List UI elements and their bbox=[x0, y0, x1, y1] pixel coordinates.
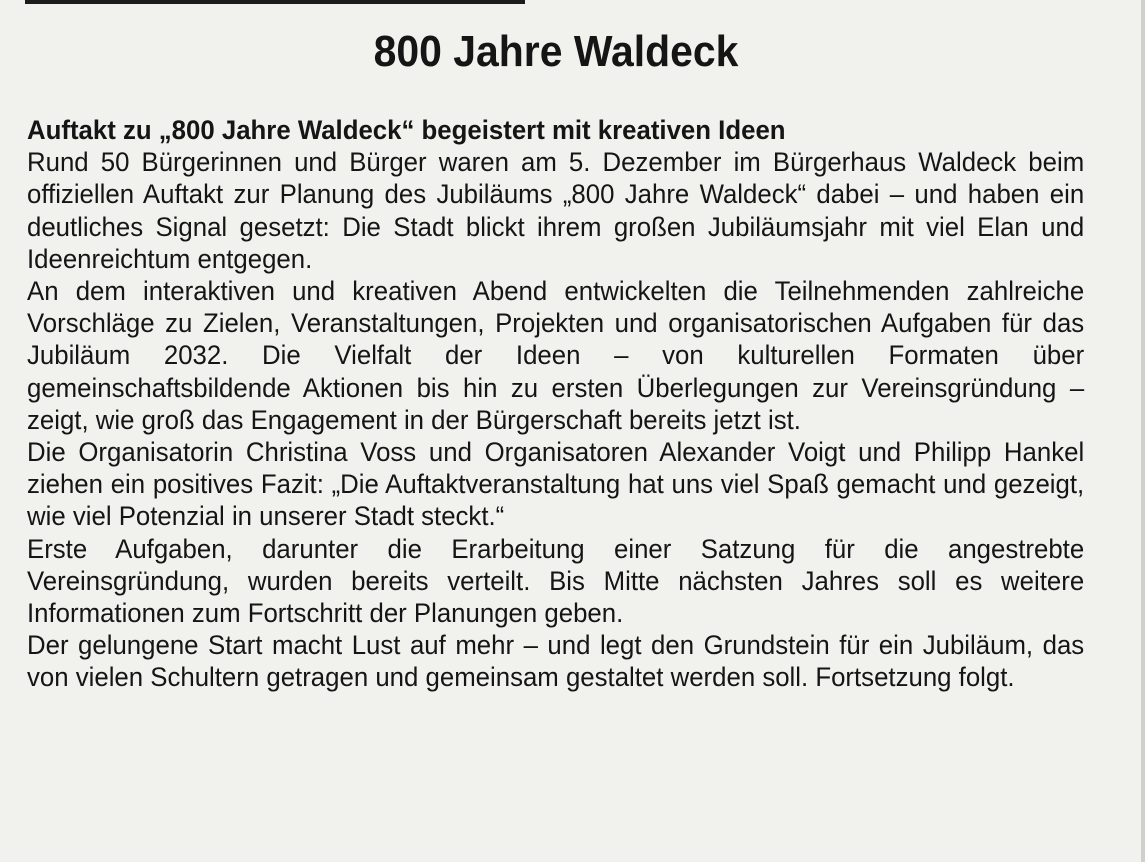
article bbox=[27, 0, 1085, 694]
paragraph-closing: Der gelungene Start macht Lust auf mehr – und legt den Grundstein für ein Jubiläum, das von vielen Schultern getragen und gemeinsam gestaltet werden soll. Fortsetzung folgt. bbox=[27, 630, 1085, 693]
article-subheading: Auftakt zu „800 Jahre Waldeck“ begeistert mit kreativen Ideen bbox=[27, 115, 786, 145]
paragraph-quote: Die Organisatorin Christina Voss und Organisatoren Alexander Voigt und Philipp Hankel ziehen ein positives Fazit: „Die Auftaktveranstaltung hat uns viel Spaß gemacht und gezeigt, wie viel Potenzial in unserer Stadt steckt.“ bbox=[27, 437, 1085, 532]
article-headline: 800 Jahre Waldeck bbox=[373, 27, 739, 76]
page-edge bbox=[1141, 0, 1145, 862]
paragraph-intro: Rund 50 Bürgerinnen und Bürger waren am 5. Dezember im Bürgerhaus Waldeck beim offiziellen Auftakt zur Planung des Jubiläums „800 Jahre Waldeck“ dabei – und haben ein deutliches Signal gesetzt: Die Stadt blickt ihrem großen Jubiläumsjahr mit viel Elan und Ideenreichtum entgegen. bbox=[27, 147, 1085, 274]
article-body bbox=[27, 114, 1084, 694]
paragraph-tasks: Erste Aufgaben, darunter die Erarbeitung einer Satzung für die angestrebte Vereinsgründung, wurden bereits verteilt. Bis Mitte nächsten Jahres soll es weitere Informationen zum Fortschritt der Planungen geben. bbox=[27, 533, 1085, 629]
paragraph-ideas: An dem interaktiven und kreativen Abend entwickelten die Teilnehmenden zahlreiche Vorschläge zu Zielen, Veranstaltungen, Projekten und organisatorischen Aufgaben für das Jubiläum 2032. Die Vielfalt der Ideen – von kulturellen Formaten über gemeinschaftsbildende Aktionen bis hin zu ersten Überlegungen zur Vereinsgründung – zeigt, wie groß das Engagement in der Bürgerschaft bereits jetzt ist. bbox=[27, 276, 1085, 435]
